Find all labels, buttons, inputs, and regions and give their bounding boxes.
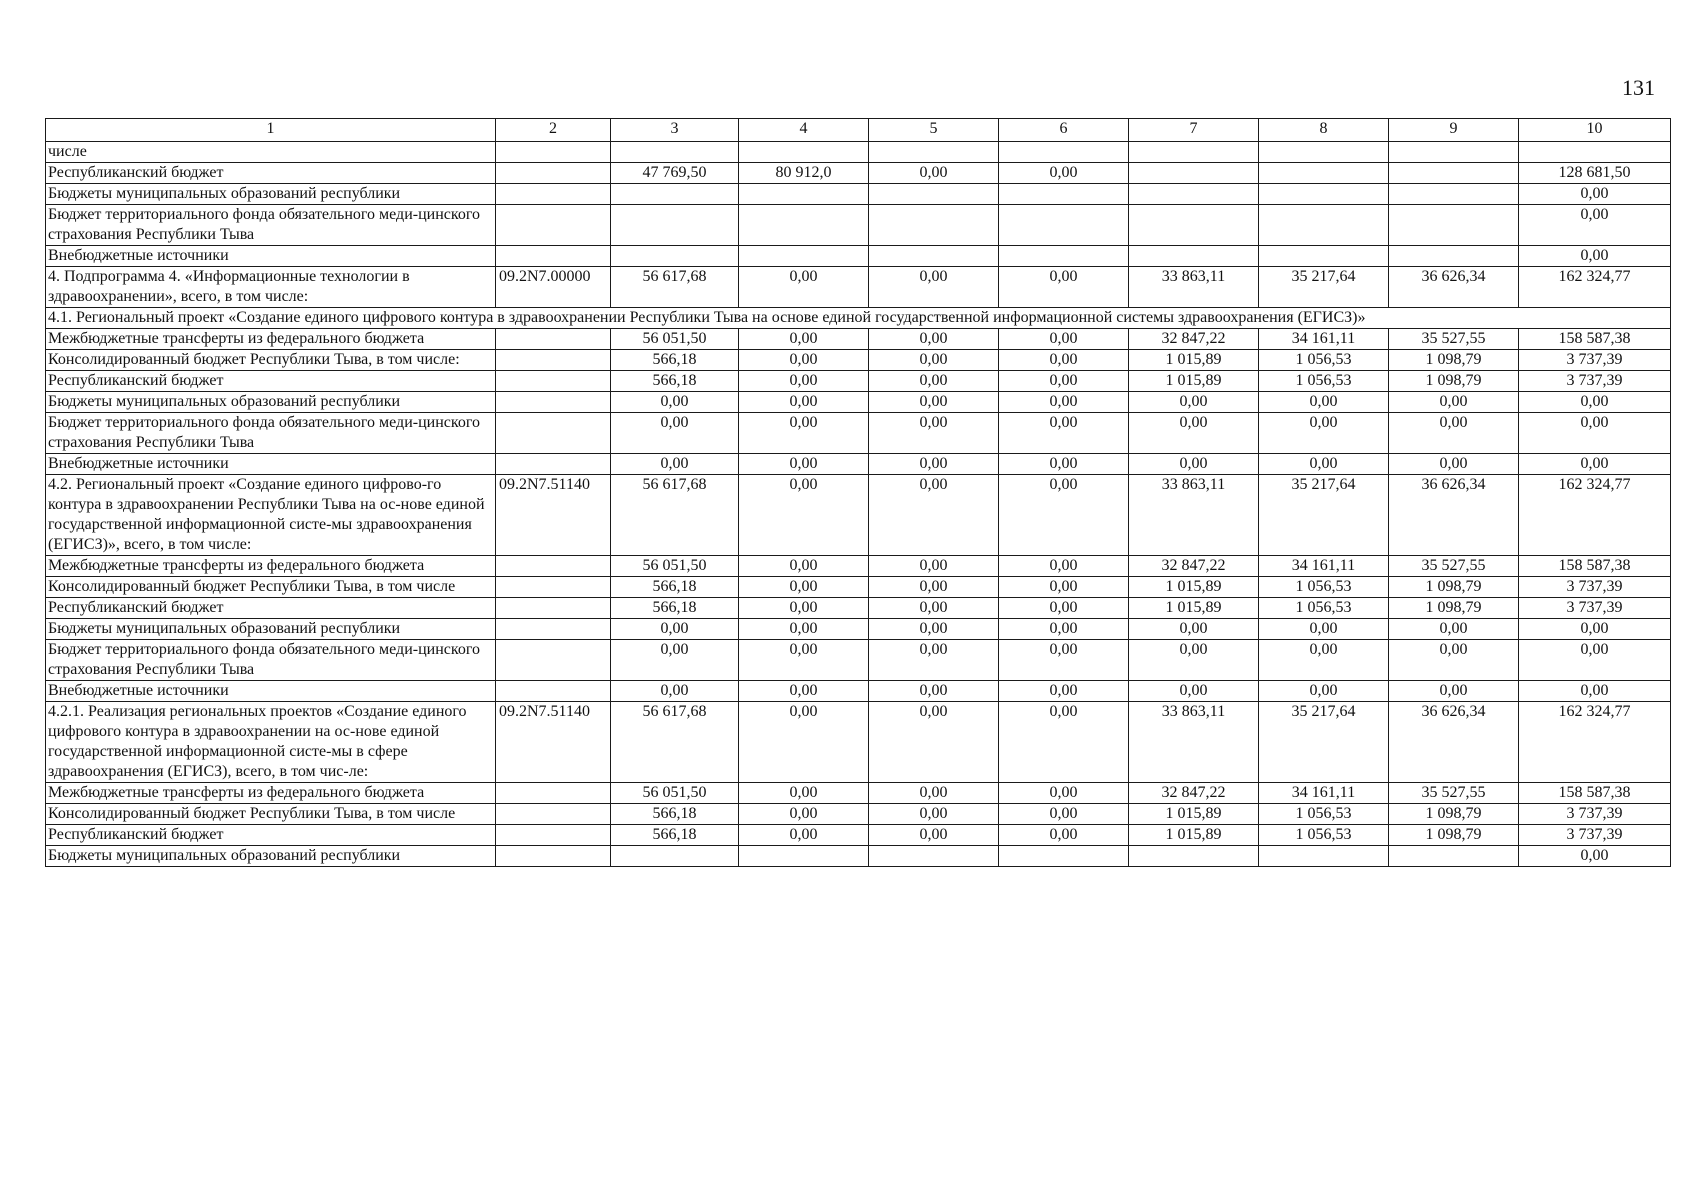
row-name-cell: Бюджеты муниципальных образований республики xyxy=(46,392,496,413)
row-name-cell: Бюджет территориального фонда обязательного меди-цинского страхования Республики Тыва xyxy=(46,640,496,681)
value-cell: 0,00 xyxy=(611,640,739,681)
value-cell: 128 681,50 xyxy=(1519,163,1671,184)
value-cell: 1 015,89 xyxy=(1129,804,1259,825)
value-cell: 0,00 xyxy=(869,413,999,454)
value-cell xyxy=(1259,246,1389,267)
table-row xyxy=(46,267,1671,308)
value-cell: 0,00 xyxy=(869,577,999,598)
value-cell: 0,00 xyxy=(739,681,869,702)
value-cell: 56 617,68 xyxy=(611,702,739,783)
value-cell: 1 098,79 xyxy=(1389,577,1519,598)
value-cell: 0,00 xyxy=(1519,413,1671,454)
value-cell: 0,00 xyxy=(1389,392,1519,413)
table-row xyxy=(46,846,1671,867)
table-row xyxy=(46,184,1671,205)
row-name-cell: Республиканский бюджет xyxy=(46,163,496,184)
value-cell: 3 737,39 xyxy=(1519,825,1671,846)
value-cell: 162 324,77 xyxy=(1519,267,1671,308)
value-cell: 34 161,11 xyxy=(1259,329,1389,350)
value-cell: 0,00 xyxy=(1129,392,1259,413)
value-cell: 0,00 xyxy=(739,371,869,392)
value-cell: 34 161,11 xyxy=(1259,556,1389,577)
page-number: 131 xyxy=(1622,75,1655,100)
row-name-cell: Межбюджетные трансферты из федерального бюджета xyxy=(46,556,496,577)
value-cell xyxy=(999,246,1129,267)
value-cell: 0,00 xyxy=(999,825,1129,846)
value-cell: 3 737,39 xyxy=(1519,350,1671,371)
value-cell: 0,00 xyxy=(999,350,1129,371)
column-header: 8 xyxy=(1259,119,1389,142)
value-cell xyxy=(611,246,739,267)
row-name-cell: Внебюджетные источники xyxy=(46,246,496,267)
value-cell: 0,00 xyxy=(739,619,869,640)
value-cell: 34 161,11 xyxy=(1259,783,1389,804)
value-cell: 0,00 xyxy=(1519,184,1671,205)
value-cell: 0,00 xyxy=(739,577,869,598)
value-cell xyxy=(869,246,999,267)
value-cell: 0,00 xyxy=(1259,640,1389,681)
budget-code-cell xyxy=(496,454,611,475)
section-header-row xyxy=(46,308,1671,329)
value-cell: 0,00 xyxy=(1519,681,1671,702)
budget-code-cell xyxy=(496,825,611,846)
value-cell: 0,00 xyxy=(999,454,1129,475)
value-cell: 0,00 xyxy=(869,619,999,640)
value-cell: 1 056,53 xyxy=(1259,598,1389,619)
value-cell xyxy=(1389,142,1519,163)
value-cell: 35 217,64 xyxy=(1259,702,1389,783)
value-cell: 35 217,64 xyxy=(1259,475,1389,556)
value-cell: 0,00 xyxy=(869,783,999,804)
value-cell: 1 098,79 xyxy=(1389,371,1519,392)
value-cell: 0,00 xyxy=(739,350,869,371)
table-row xyxy=(46,702,1671,783)
value-cell: 1 015,89 xyxy=(1129,350,1259,371)
budget-code-cell xyxy=(496,598,611,619)
value-cell: 56 051,50 xyxy=(611,556,739,577)
value-cell: 1 056,53 xyxy=(1259,350,1389,371)
value-cell: 0,00 xyxy=(999,619,1129,640)
value-cell: 35 527,55 xyxy=(1389,556,1519,577)
section-title: 4.1. Региональный проект «Создание единого цифрового контура в здравоохранении Республики Тыва на основе единой государственной информационной системы здравоохранения (ЕГИСЗ)» xyxy=(46,308,1671,329)
value-cell: 0,00 xyxy=(999,598,1129,619)
value-cell: 32 847,22 xyxy=(1129,783,1259,804)
budget-code-cell: 09.2N7.51140 xyxy=(496,702,611,783)
row-name-cell: 4.2.1. Реализация региональных проектов «Создание единого цифрового контура в здравоохранении на ос-нове единой государственной информационной систе-мы в сфере здравоохранения (ЕГИСЗ), всего, в том чис-ле: xyxy=(46,702,496,783)
value-cell xyxy=(1259,846,1389,867)
value-cell xyxy=(611,184,739,205)
budget-code-cell xyxy=(496,640,611,681)
value-cell: 36 626,34 xyxy=(1389,267,1519,308)
value-cell: 47 769,50 xyxy=(611,163,739,184)
value-cell: 0,00 xyxy=(739,804,869,825)
value-cell xyxy=(1389,846,1519,867)
value-cell: 56 051,50 xyxy=(611,783,739,804)
row-name-cell: Бюджеты муниципальных образований республики xyxy=(46,619,496,640)
value-cell xyxy=(869,142,999,163)
value-cell xyxy=(611,205,739,246)
value-cell: 32 847,22 xyxy=(1129,329,1259,350)
value-cell: 1 015,89 xyxy=(1129,577,1259,598)
value-cell xyxy=(869,205,999,246)
value-cell: 0,00 xyxy=(999,475,1129,556)
value-cell: 35 217,64 xyxy=(1259,267,1389,308)
table-row xyxy=(46,681,1671,702)
row-name-cell: Внебюджетные источники xyxy=(46,454,496,475)
value-cell: 80 912,0 xyxy=(739,163,869,184)
value-cell xyxy=(611,846,739,867)
value-cell: 566,18 xyxy=(611,350,739,371)
table-row xyxy=(46,329,1671,350)
value-cell: 566,18 xyxy=(611,804,739,825)
value-cell: 0,00 xyxy=(739,783,869,804)
value-cell: 0,00 xyxy=(1129,619,1259,640)
value-cell: 158 587,38 xyxy=(1519,556,1671,577)
value-cell: 0,00 xyxy=(739,329,869,350)
table-row xyxy=(46,640,1671,681)
value-cell: 0,00 xyxy=(869,163,999,184)
value-cell: 0,00 xyxy=(739,454,869,475)
value-cell: 0,00 xyxy=(611,392,739,413)
value-cell: 0,00 xyxy=(869,598,999,619)
value-cell: 0,00 xyxy=(1519,846,1671,867)
value-cell: 0,00 xyxy=(1129,681,1259,702)
value-cell: 1 015,89 xyxy=(1129,371,1259,392)
value-cell: 0,00 xyxy=(869,371,999,392)
budget-code-cell xyxy=(496,184,611,205)
value-cell: 0,00 xyxy=(611,619,739,640)
table-row xyxy=(46,142,1671,163)
value-cell: 0,00 xyxy=(611,454,739,475)
value-cell xyxy=(739,184,869,205)
value-cell: 0,00 xyxy=(999,640,1129,681)
column-header: 5 xyxy=(869,119,999,142)
value-cell: 0,00 xyxy=(1259,681,1389,702)
table-row xyxy=(46,392,1671,413)
value-cell: 56 617,68 xyxy=(611,475,739,556)
table-row xyxy=(46,246,1671,267)
row-name-cell: Республиканский бюджет xyxy=(46,371,496,392)
row-name-cell: Консолидированный бюджет Республики Тыва, в том числе xyxy=(46,804,496,825)
value-cell: 1 098,79 xyxy=(1389,598,1519,619)
table-row xyxy=(46,350,1671,371)
value-cell: 33 863,11 xyxy=(1129,267,1259,308)
value-cell: 56 051,50 xyxy=(611,329,739,350)
table-row xyxy=(46,577,1671,598)
budget-code-cell xyxy=(496,681,611,702)
value-cell: 56 617,68 xyxy=(611,267,739,308)
value-cell: 162 324,77 xyxy=(1519,475,1671,556)
value-cell: 3 737,39 xyxy=(1519,804,1671,825)
value-cell: 3 737,39 xyxy=(1519,577,1671,598)
table-row xyxy=(46,619,1671,640)
value-cell xyxy=(1129,846,1259,867)
value-cell: 0,00 xyxy=(1259,392,1389,413)
value-cell: 0,00 xyxy=(1519,619,1671,640)
value-cell: 0,00 xyxy=(869,267,999,308)
value-cell: 1 098,79 xyxy=(1389,825,1519,846)
value-cell: 0,00 xyxy=(1259,413,1389,454)
value-cell: 0,00 xyxy=(999,702,1129,783)
value-cell xyxy=(739,205,869,246)
value-cell: 566,18 xyxy=(611,371,739,392)
value-cell: 1 098,79 xyxy=(1389,804,1519,825)
value-cell: 0,00 xyxy=(999,556,1129,577)
value-cell: 0,00 xyxy=(999,329,1129,350)
value-cell: 566,18 xyxy=(611,598,739,619)
value-cell: 0,00 xyxy=(1519,454,1671,475)
value-cell: 1 056,53 xyxy=(1259,577,1389,598)
value-cell xyxy=(1129,246,1259,267)
value-cell: 0,00 xyxy=(869,825,999,846)
column-header: 10 xyxy=(1519,119,1671,142)
budget-code-cell xyxy=(496,556,611,577)
value-cell: 566,18 xyxy=(611,825,739,846)
value-cell xyxy=(1389,246,1519,267)
value-cell: 0,00 xyxy=(1389,413,1519,454)
column-header: 1 xyxy=(46,119,496,142)
value-cell: 0,00 xyxy=(869,475,999,556)
value-cell: 0,00 xyxy=(1519,246,1671,267)
value-cell: 0,00 xyxy=(869,556,999,577)
column-number-row xyxy=(46,119,1671,142)
value-cell: 0,00 xyxy=(1389,619,1519,640)
value-cell xyxy=(1259,184,1389,205)
value-cell: 0,00 xyxy=(1129,454,1259,475)
budget-code-cell xyxy=(496,371,611,392)
value-cell: 36 626,34 xyxy=(1389,475,1519,556)
table-row xyxy=(46,413,1671,454)
budget-code-cell xyxy=(496,804,611,825)
value-cell: 0,00 xyxy=(869,454,999,475)
value-cell: 0,00 xyxy=(1519,205,1671,246)
budget-code-cell xyxy=(496,246,611,267)
row-name-cell: Бюджеты муниципальных образований республики xyxy=(46,184,496,205)
value-cell: 1 056,53 xyxy=(1259,825,1389,846)
value-cell: 0,00 xyxy=(1389,454,1519,475)
value-cell: 0,00 xyxy=(739,556,869,577)
value-cell: 158 587,38 xyxy=(1519,329,1671,350)
budget-code-cell: 09.2N7.51140 xyxy=(496,475,611,556)
table-row xyxy=(46,475,1671,556)
value-cell: 0,00 xyxy=(1259,619,1389,640)
value-cell: 3 737,39 xyxy=(1519,598,1671,619)
value-cell: 0,00 xyxy=(739,825,869,846)
row-name-cell: Межбюджетные трансферты из федерального бюджета xyxy=(46,783,496,804)
row-name-cell: Консолидированный бюджет Республики Тыва, в том числе xyxy=(46,577,496,598)
value-cell: 1 056,53 xyxy=(1259,804,1389,825)
value-cell: 36 626,34 xyxy=(1389,702,1519,783)
value-cell: 158 587,38 xyxy=(1519,783,1671,804)
value-cell: 0,00 xyxy=(739,392,869,413)
value-cell: 0,00 xyxy=(869,804,999,825)
row-name-cell: Внебюджетные источники xyxy=(46,681,496,702)
value-cell xyxy=(999,846,1129,867)
row-name-cell: Бюджет территориального фонда обязательного меди-цинского страхования Республики Тыва xyxy=(46,413,496,454)
value-cell: 0,00 xyxy=(999,804,1129,825)
value-cell: 0,00 xyxy=(869,329,999,350)
value-cell: 0,00 xyxy=(1519,640,1671,681)
value-cell: 0,00 xyxy=(1129,640,1259,681)
row-name-cell: числе xyxy=(46,142,496,163)
value-cell: 1 015,89 xyxy=(1129,825,1259,846)
value-cell: 0,00 xyxy=(869,350,999,371)
value-cell xyxy=(1259,142,1389,163)
value-cell xyxy=(999,142,1129,163)
value-cell: 33 863,11 xyxy=(1129,475,1259,556)
value-cell: 0,00 xyxy=(739,267,869,308)
value-cell xyxy=(1129,205,1259,246)
table-row xyxy=(46,454,1671,475)
value-cell xyxy=(1259,205,1389,246)
table-row xyxy=(46,556,1671,577)
table-row xyxy=(46,783,1671,804)
budget-code-cell xyxy=(496,392,611,413)
table-row xyxy=(46,371,1671,392)
value-cell: 0,00 xyxy=(611,413,739,454)
value-cell: 0,00 xyxy=(999,267,1129,308)
table-row xyxy=(46,598,1671,619)
value-cell xyxy=(739,846,869,867)
budget-code-cell xyxy=(496,783,611,804)
value-cell: 0,00 xyxy=(1519,392,1671,413)
column-header: 7 xyxy=(1129,119,1259,142)
value-cell: 0,00 xyxy=(739,598,869,619)
value-cell xyxy=(1389,184,1519,205)
table-row xyxy=(46,205,1671,246)
value-cell: 0,00 xyxy=(999,392,1129,413)
value-cell: 3 737,39 xyxy=(1519,371,1671,392)
value-cell: 0,00 xyxy=(869,640,999,681)
column-header: 9 xyxy=(1389,119,1519,142)
value-cell: 0,00 xyxy=(1389,640,1519,681)
budget-code-cell xyxy=(496,163,611,184)
value-cell xyxy=(1389,163,1519,184)
value-cell: 0,00 xyxy=(869,702,999,783)
value-cell: 0,00 xyxy=(999,681,1129,702)
value-cell xyxy=(739,142,869,163)
value-cell: 0,00 xyxy=(739,413,869,454)
value-cell: 1 098,79 xyxy=(1389,350,1519,371)
value-cell: 0,00 xyxy=(999,783,1129,804)
value-cell: 0,00 xyxy=(999,163,1129,184)
column-header: 4 xyxy=(739,119,869,142)
value-cell: 32 847,22 xyxy=(1129,556,1259,577)
row-name-cell: Бюджеты муниципальных образований республики xyxy=(46,846,496,867)
value-cell xyxy=(869,846,999,867)
value-cell xyxy=(1129,184,1259,205)
value-cell xyxy=(999,184,1129,205)
value-cell: 566,18 xyxy=(611,577,739,598)
value-cell xyxy=(739,246,869,267)
value-cell xyxy=(869,184,999,205)
table-row xyxy=(46,163,1671,184)
budget-code-cell xyxy=(496,413,611,454)
value-cell: 0,00 xyxy=(1389,681,1519,702)
value-cell: 0,00 xyxy=(999,371,1129,392)
value-cell: 35 527,55 xyxy=(1389,329,1519,350)
value-cell xyxy=(1129,142,1259,163)
value-cell: 0,00 xyxy=(611,681,739,702)
budget-code-cell xyxy=(496,619,611,640)
value-cell xyxy=(611,142,739,163)
value-cell: 0,00 xyxy=(1259,454,1389,475)
value-cell xyxy=(999,205,1129,246)
row-name-cell: Консолидированный бюджет Республики Тыва, в том числе: xyxy=(46,350,496,371)
value-cell: 0,00 xyxy=(739,640,869,681)
value-cell: 35 527,55 xyxy=(1389,783,1519,804)
value-cell: 0,00 xyxy=(739,702,869,783)
value-cell: 162 324,77 xyxy=(1519,702,1671,783)
value-cell xyxy=(1389,205,1519,246)
budget-code-cell xyxy=(496,846,611,867)
value-cell: 0,00 xyxy=(869,392,999,413)
column-header: 3 xyxy=(611,119,739,142)
row-name-cell: 4. Подпрограмма 4. «Информационные технологии в здравоохранении», всего, в том числе: xyxy=(46,267,496,308)
budget-code-cell xyxy=(496,205,611,246)
table-row xyxy=(46,804,1671,825)
budget-code-cell xyxy=(496,577,611,598)
value-cell: 1 056,53 xyxy=(1259,371,1389,392)
budget-code-cell xyxy=(496,329,611,350)
value-cell: 0,00 xyxy=(1129,413,1259,454)
row-name-cell: 4.2. Региональный проект «Создание единого цифрово-го контура в здравоохранении Республики Тыва на ос-нове единой государственной информационной систе-мы здравоохранения (ЕГИСЗ)», всего, в том числе: xyxy=(46,475,496,556)
value-cell xyxy=(1519,142,1671,163)
value-cell xyxy=(1129,163,1259,184)
budget-code-cell: 09.2N7.00000 xyxy=(496,267,611,308)
value-cell: 0,00 xyxy=(999,413,1129,454)
table-row xyxy=(46,825,1671,846)
row-name-cell: Бюджет территориального фонда обязательного меди-цинского страхования Республики Тыва xyxy=(46,205,496,246)
row-name-cell: Республиканский бюджет xyxy=(46,598,496,619)
value-cell xyxy=(1259,163,1389,184)
value-cell: 0,00 xyxy=(739,475,869,556)
value-cell: 0,00 xyxy=(999,577,1129,598)
row-name-cell: Межбюджетные трансферты из федерального бюджета xyxy=(46,329,496,350)
value-cell: 0,00 xyxy=(869,681,999,702)
budget-table xyxy=(45,118,1671,867)
budget-code-cell xyxy=(496,350,611,371)
budget-code-cell xyxy=(496,142,611,163)
value-cell: 1 015,89 xyxy=(1129,598,1259,619)
column-header: 6 xyxy=(999,119,1129,142)
row-name-cell: Республиканский бюджет xyxy=(46,825,496,846)
value-cell: 33 863,11 xyxy=(1129,702,1259,783)
column-header: 2 xyxy=(496,119,611,142)
